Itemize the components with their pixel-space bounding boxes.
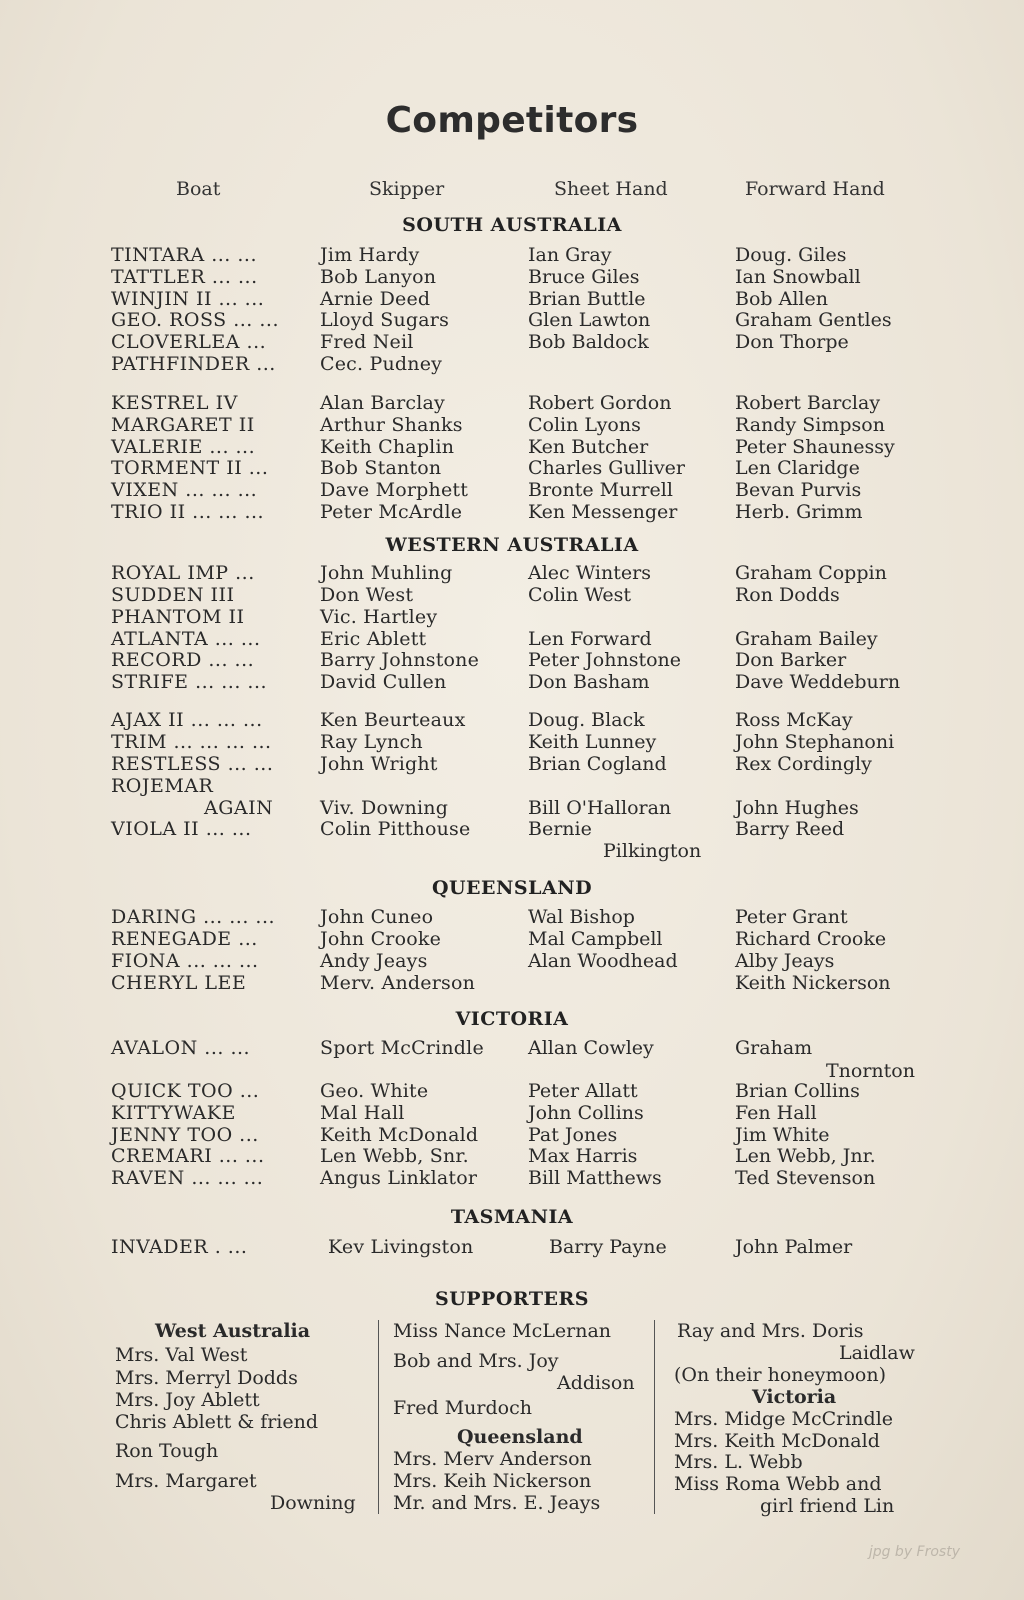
forward-hand-name: Alby Jeays [735, 950, 835, 972]
forward-hand-name: Robert Barclay [735, 392, 881, 414]
boat-name: RESTLESS ... ... [111, 753, 274, 775]
section-queensland: QUEENSLAND [431, 877, 593, 899]
table-row [0, 584, 1024, 606]
sheet-hand-name: Mal Campbell [528, 928, 663, 950]
sheet-hand-name: Brian Buttle [528, 288, 646, 310]
skipper-name: Eric Ablett [320, 628, 427, 650]
supporter-name: Addison [557, 1372, 635, 1394]
supporter-name: Mrs. Joy Ablett [115, 1389, 260, 1411]
supporter-name: Downing [270, 1492, 356, 1514]
table-row [0, 818, 1024, 840]
forward-hand-name: Don Barker [735, 649, 847, 671]
forward-hand-name: John Palmer [735, 1236, 853, 1258]
table-row [0, 436, 1024, 458]
boat-name: CHERYL LEE [111, 972, 247, 994]
supporter-name: Laidlaw [839, 1342, 915, 1364]
supporters-group-heading: West Australia [155, 1320, 311, 1342]
forward-hand-name: Peter Shaunessy [735, 436, 895, 458]
boat-name: JENNY TOO ... [111, 1124, 259, 1146]
boat-name: FIONA ... ... ... [111, 950, 259, 972]
boat-name: TATTLER ... ... [111, 266, 258, 288]
table-row [0, 906, 1024, 928]
table-row [0, 671, 1024, 693]
forward-hand-name: Jim White [735, 1124, 830, 1146]
column-header-skipper: Skipper [369, 178, 445, 200]
boat-name: TRIO II ... ... ... [111, 501, 265, 523]
forward-hand-name: Doug. Giles [735, 244, 847, 266]
boat-name: AVALON ... ... [111, 1037, 251, 1059]
sheet-hand-name: Wal Bishop [528, 906, 635, 928]
sheet-hand-name: Alan Woodhead [528, 950, 678, 972]
skipper-name: Lloyd Sugars [320, 309, 450, 331]
column-header-forward-hand: Forward Hand [745, 178, 885, 200]
supporters-group-heading: Victoria [752, 1386, 837, 1408]
boat-name: CLOVERLEA ... [111, 331, 267, 353]
sheet-hand-name: Barry Payne [549, 1236, 667, 1258]
boat-name: RAVEN ... ... ... [111, 1167, 264, 1189]
boat-name: ATLANTA ... ... [111, 628, 261, 650]
sheet-hand-name: Don Basham [528, 671, 650, 693]
boat-name: MARGARET II [111, 414, 255, 436]
boat-name: RECORD ... ... [111, 649, 255, 671]
table-row [0, 266, 1024, 288]
sheet-hand-name: Colin Lyons [528, 414, 641, 436]
forward-hand-name: Len Claridge [735, 457, 860, 479]
table-row [0, 562, 1024, 584]
boat-name: VALERIE ... ... [111, 436, 256, 458]
supporter-name: (On their honeymoon) [674, 1364, 887, 1386]
skipper-name: Bob Lanyon [320, 266, 437, 288]
section-south-australia: SOUTH AUSTRALIA [402, 214, 622, 236]
forward-hand-name: Richard Crooke [735, 928, 887, 950]
boat-name: STRIFE ... ... ... [111, 671, 268, 693]
forward-hand-name: Graham [735, 1037, 813, 1059]
skipper-name: Vic. Hartley [320, 606, 438, 628]
skipper-name: Geo. White [320, 1080, 429, 1102]
sheet-hand-name: Len Forward [528, 628, 652, 650]
skipper-name: Len Webb, Snr. [320, 1145, 469, 1167]
skipper-name: Keith McDonald [320, 1124, 479, 1146]
supporter-name: Mrs. Keih Nickerson [393, 1470, 592, 1492]
sheet-hand-name: Pat Jones [528, 1124, 618, 1146]
page-title: Competitors [385, 100, 639, 141]
forward-hand-name: Bob Allen [735, 288, 828, 310]
skipper-name: Fred Neil [320, 331, 414, 353]
watermark: jpg by Frosty [868, 1544, 960, 1560]
boat-name: ROJEMAR [111, 775, 214, 797]
column-header-sheet-hand: Sheet Hand [554, 178, 668, 200]
sheet-hand-name: Bronte Murrell [528, 479, 673, 501]
skipper-name: Jim Hardy [320, 244, 420, 266]
forward-hand-continuation: Tnornton [826, 1060, 915, 1082]
sheet-hand-name: Colin West [528, 584, 632, 606]
table-row [0, 753, 1024, 775]
skipper-name: Alan Barclay [320, 392, 445, 414]
table-row [0, 1037, 1024, 1059]
skipper-name: John Crooke [320, 928, 442, 950]
boat-name: SUDDEN III [111, 584, 235, 606]
sheet-hand-name: Bob Baldock [528, 331, 649, 353]
forward-hand-name: Graham Coppin [735, 562, 887, 584]
table-row [0, 950, 1024, 972]
forward-hand-name: John Hughes [735, 797, 859, 819]
boat-name: INVADER . ... [111, 1236, 248, 1258]
boat-name: QUICK TOO ... [111, 1080, 260, 1102]
sheet-hand-name: Doug. Black [528, 709, 645, 731]
boat-name: PATHFINDER ... [111, 353, 276, 375]
skipper-name: Mal Hall [320, 1102, 405, 1124]
table-row [0, 1145, 1024, 1167]
sheet-hand-name: Charles Gulliver [528, 457, 686, 479]
sheet-hand-name: Peter Johnstone [528, 649, 682, 671]
skipper-name: John Cuneo [320, 906, 434, 928]
sheet-hand-name: Ian Gray [528, 244, 612, 266]
boat-name: VIOLA II ... ... [111, 818, 252, 840]
skipper-name: Andy Jeays [320, 950, 428, 972]
boat-name: TORMENT II ... [111, 457, 269, 479]
sheet-hand-name: Peter Allatt [528, 1080, 638, 1102]
boat-name: KITTYWAKE [111, 1102, 236, 1124]
section-supporters: SUPPORTERS [434, 1288, 589, 1310]
forward-hand-name: Brian Collins [735, 1080, 860, 1102]
table-row [0, 928, 1024, 950]
table-row [0, 1167, 1024, 1189]
table-row [0, 288, 1024, 310]
skipper-name: Kev Livingston [328, 1236, 474, 1258]
sheet-hand-name: John Collins [528, 1102, 644, 1124]
sheet-hand-name: Robert Gordon [528, 392, 672, 414]
table-row [0, 628, 1024, 650]
table-row [0, 331, 1024, 353]
forward-hand-name: Len Webb, Jnr. [735, 1145, 876, 1167]
boat-name: KESTREL IV [111, 392, 238, 414]
boat-name: ROYAL IMP ... [111, 562, 255, 584]
sheet-hand-name: Allan Cowley [528, 1037, 654, 1059]
section-victoria: VICTORIA [455, 1008, 569, 1030]
sheet-hand-name: Bill Matthews [528, 1167, 662, 1189]
table-row [0, 244, 1024, 266]
forward-hand-name: Ian Snowball [735, 266, 861, 288]
table-row [0, 731, 1024, 753]
supporter-name: Ray and Mrs. Doris [677, 1320, 864, 1342]
sheet-hand-name: Bruce Giles [528, 266, 640, 288]
skipper-name: John Wright [320, 753, 438, 775]
supporter-name: Ron Tough [115, 1440, 219, 1462]
sheet-hand-name: Max Harris [528, 1145, 638, 1167]
sheet-hand-name: Alec Winters [528, 562, 651, 584]
table-row [0, 1124, 1024, 1146]
forward-hand-name: Barry Reed [735, 818, 845, 840]
skipper-name: Angus Linklator [320, 1167, 478, 1189]
forward-hand-name: Ron Dodds [735, 584, 840, 606]
table-row [0, 775, 1024, 797]
supporter-name: Chris Ablett & friend [115, 1411, 319, 1433]
skipper-name: Arthur Shanks [320, 414, 463, 436]
supporter-name: Mrs. Merv Anderson [393, 1448, 592, 1470]
supporter-name: Miss Nance McLernan [393, 1320, 612, 1342]
table-row [0, 649, 1024, 671]
forward-hand-name: Dave Weddeburn [735, 671, 901, 693]
forward-hand-name: Fen Hall [735, 1102, 817, 1124]
forward-hand-name: Randy Simpson [735, 414, 885, 436]
skipper-name: Peter McArdle [320, 501, 463, 523]
table-row [0, 1236, 1024, 1258]
boat-name: AJAX II ... ... ... [111, 709, 263, 731]
table-row [0, 457, 1024, 479]
sheet-hand-name: Ken Messenger [528, 501, 678, 523]
supporter-name: Mrs. L. Webb [674, 1451, 803, 1473]
skipper-name: Sport McCrindle [320, 1037, 484, 1059]
supporter-name: Mrs. Merryl Dodds [115, 1367, 298, 1389]
forward-hand-name: Graham Bailey [735, 628, 878, 650]
forward-hand-name: Ross McKay [735, 709, 853, 731]
section-tasmania: TASMANIA [450, 1206, 574, 1228]
table-row [0, 709, 1024, 731]
table-row [0, 414, 1024, 436]
skipper-name: Colin Pitthouse [320, 818, 471, 840]
skipper-name: Viv. Downing [320, 797, 449, 819]
skipper-name: Ken Beurteaux [320, 709, 466, 731]
boat-name: VIXEN ... ... ... [111, 479, 258, 501]
sheet-hand-name: Keith Lunney [528, 731, 657, 753]
forward-hand-name: John Stephanoni [735, 731, 895, 753]
table-row [0, 392, 1024, 414]
sheet-hand-name: Bernie [528, 818, 592, 840]
column-divider [654, 1320, 655, 1514]
boat-name: PHANTOM II [111, 606, 245, 628]
forward-hand-name: Bevan Purvis [735, 479, 862, 501]
supporter-name: Miss Roma Webb and [674, 1473, 882, 1495]
table-row [0, 1102, 1024, 1124]
skipper-name: John Muhling [320, 562, 453, 584]
table-row [0, 797, 1024, 819]
boat-name: GEO. ROSS ... ... [111, 309, 279, 331]
supporter-name: Mrs. Midge McCrindle [674, 1408, 894, 1430]
supporter-name: Mrs. Val West [115, 1344, 248, 1366]
table-row [0, 353, 1024, 375]
skipper-name: Keith Chaplin [320, 436, 455, 458]
forward-hand-name: Herb. Grimm [735, 501, 863, 523]
forward-hand-name: Peter Grant [735, 906, 848, 928]
supporter-name: Mrs. Keith McDonald [674, 1430, 880, 1452]
boat-name: TINTARA ... ... [111, 244, 258, 266]
forward-hand-name: Don Thorpe [735, 331, 849, 353]
table-row [0, 479, 1024, 501]
skipper-name: Don West [320, 584, 414, 606]
skipper-name: Dave Morphett [320, 479, 469, 501]
table-row [0, 606, 1024, 628]
supporter-name: girl friend Lin [760, 1495, 895, 1517]
table-row [0, 309, 1024, 331]
table-row [0, 501, 1024, 523]
sheet-hand-continuation: Pilkington [603, 840, 702, 862]
table-row [0, 972, 1024, 994]
supporter-name: Fred Murdoch [393, 1397, 532, 1419]
skipper-name: Cec. Pudney [320, 353, 443, 375]
column-divider [378, 1320, 379, 1514]
sheet-hand-name: Glen Lawton [528, 309, 651, 331]
section-western-australia: WESTERN AUSTRALIA [385, 534, 639, 556]
supporter-name: Mr. and Mrs. E. Jeays [393, 1492, 601, 1514]
skipper-name: Ray Lynch [320, 731, 423, 753]
table-row [0, 1080, 1024, 1102]
sheet-hand-name: Bill O'Halloran [528, 797, 672, 819]
forward-hand-name: Ted Stevenson [735, 1167, 876, 1189]
skipper-name: Merv. Anderson [320, 972, 476, 994]
skipper-name: Barry Johnstone [320, 649, 480, 671]
boat-name: DARING ... ... ... [111, 906, 276, 928]
boat-name: WINJIN II ... ... [111, 288, 265, 310]
skipper-name: Bob Stanton [320, 457, 442, 479]
boat-name: AGAIN [204, 797, 274, 819]
forward-hand-name: Keith Nickerson [735, 972, 891, 994]
skipper-name: Arnie Deed [320, 288, 431, 310]
column-header-boat: Boat [176, 178, 221, 200]
boat-name: CREMARI ... ... [111, 1145, 265, 1167]
boat-name: RENEGADE ... [111, 928, 258, 950]
supporters-group-heading: Queensland [457, 1426, 583, 1448]
sheet-hand-name: Ken Butcher [528, 436, 649, 458]
boat-name: TRIM ... ... ... ... [111, 731, 272, 753]
skipper-name: David Cullen [320, 671, 447, 693]
sheet-hand-name: Brian Cogland [528, 753, 667, 775]
forward-hand-name: Rex Cordingly [735, 753, 872, 775]
supporter-name: Bob and Mrs. Joy [393, 1350, 559, 1372]
supporter-name: Mrs. Margaret [115, 1470, 257, 1492]
forward-hand-name: Graham Gentles [735, 309, 892, 331]
